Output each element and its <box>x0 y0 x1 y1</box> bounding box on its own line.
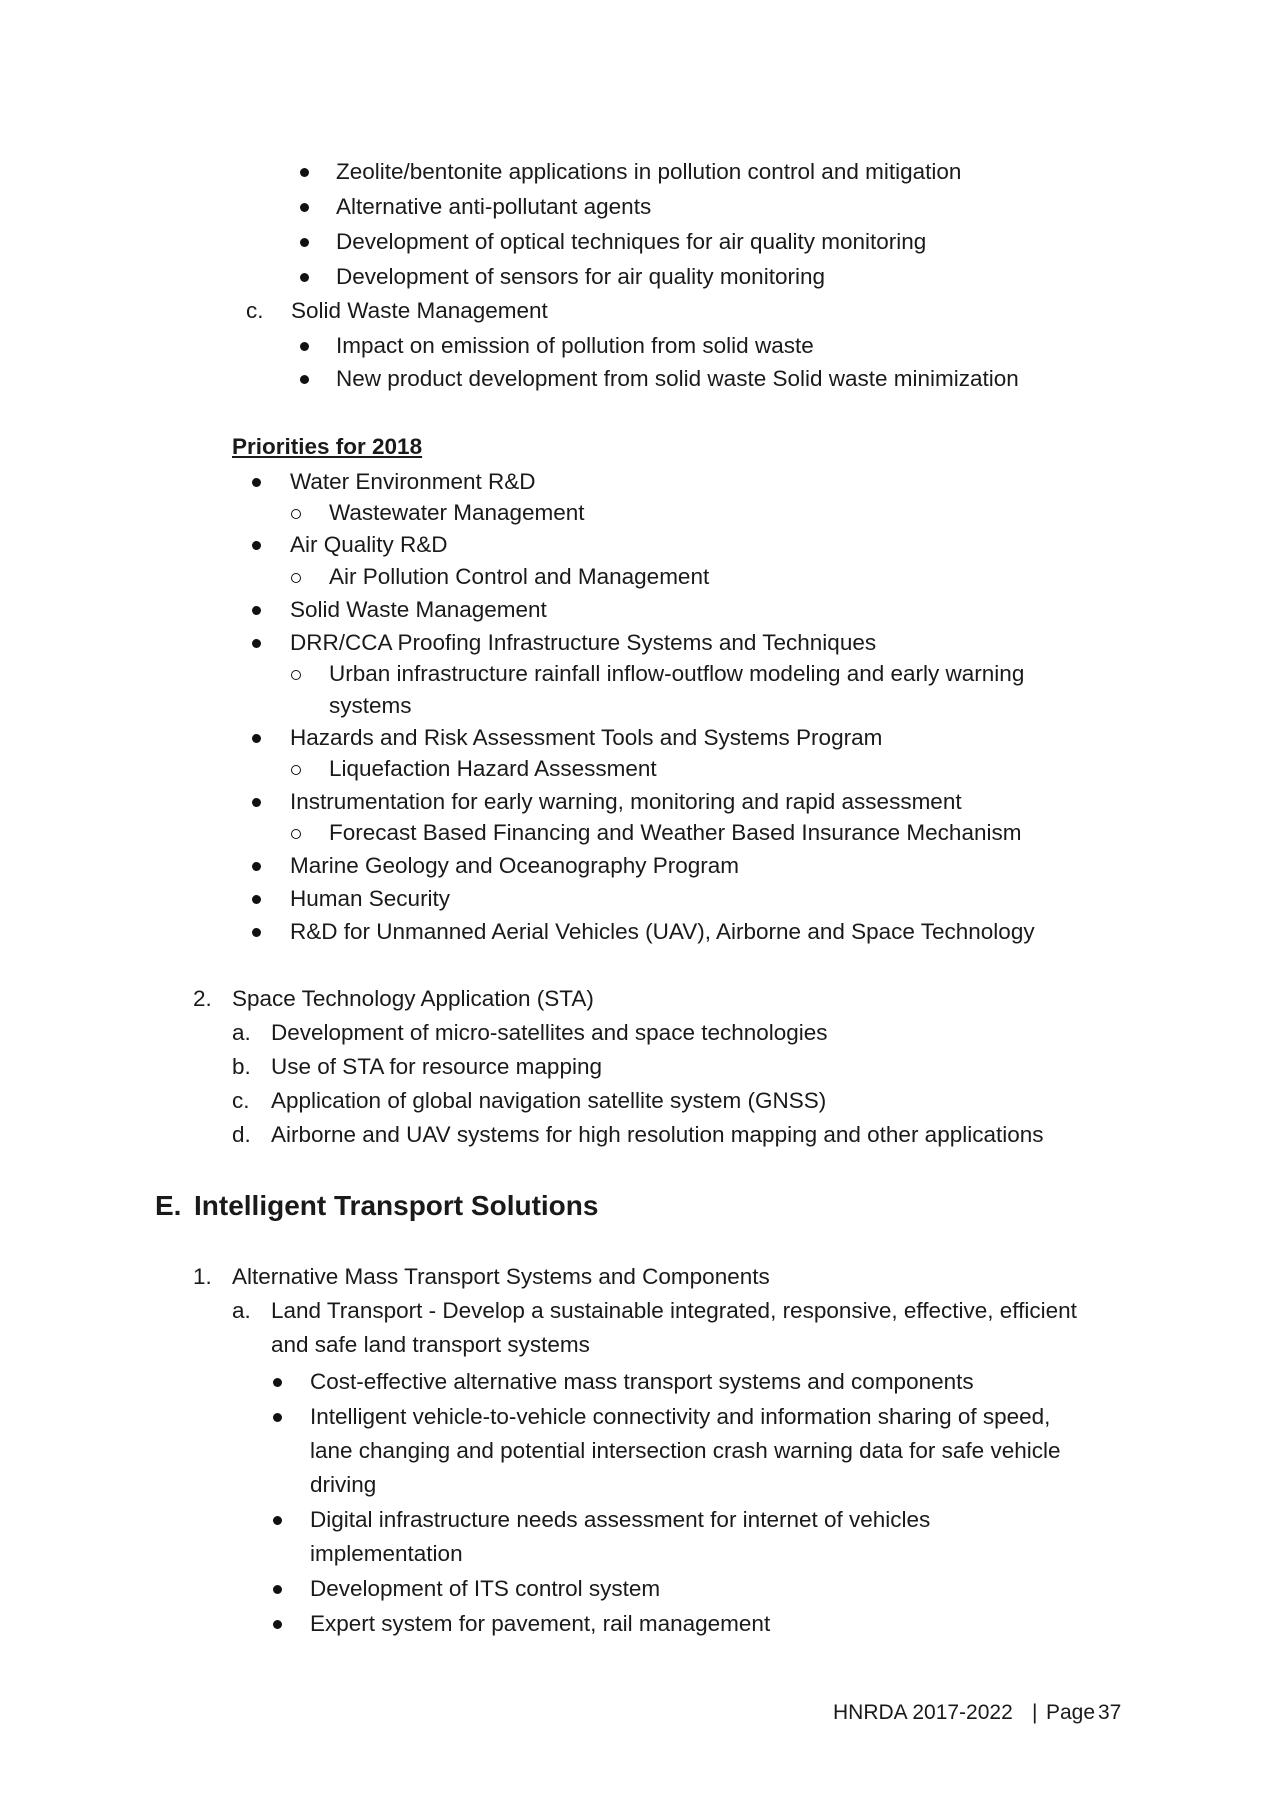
bullet-icon <box>300 203 309 212</box>
bullet-icon <box>273 1620 282 1629</box>
list-item: DRR/CCA Proofing Infrastructure Systems and Techniques <box>290 630 877 655</box>
sub-list-item: Liquefaction Hazard Assessment <box>329 756 657 781</box>
bullet-icon <box>273 1585 282 1594</box>
bullet-icon <box>300 238 309 247</box>
bullet-icon <box>300 168 309 177</box>
list-item-continued: and safe land transport systems <box>271 1332 590 1357</box>
list-item: Development of optical techniques for air quality monitoring <box>336 229 927 254</box>
priorities-heading: Priorities for 2018 <box>232 434 423 459</box>
bullet-icon <box>252 798 261 807</box>
sub-bullet-icon <box>291 573 301 583</box>
bullet-icon <box>273 1413 282 1422</box>
sub-bullet-icon <box>291 765 301 775</box>
sub-bullet-icon <box>291 670 301 680</box>
sub-list-item: Air Pollution Control and Management <box>329 564 710 589</box>
bullet-icon <box>273 1378 282 1387</box>
list-item-title: Solid Waste Management <box>291 298 548 323</box>
page-number: 37 <box>1098 1701 1122 1724</box>
list-item: Impact on emission of pollution from solid waste <box>336 333 814 358</box>
bullet-icon <box>252 606 261 615</box>
bullet-icon <box>300 375 309 384</box>
list-item: R&D for Unmanned Aerial Vehicles (UAV), Airborne and Space Technology <box>290 919 1035 944</box>
list-item: Human Security <box>290 886 451 911</box>
list-item: Development of sensors for air quality monitoring <box>336 264 825 289</box>
section-marker: E. <box>155 1190 182 1221</box>
bullet-icon <box>273 1516 282 1525</box>
sub-list-item: Forecast Based Financing and Weather Based Insurance Mechanism <box>329 820 1022 845</box>
sub-bullet-icon <box>291 829 301 839</box>
bullet-icon <box>252 639 261 648</box>
list-item: Air Quality R&D <box>290 532 448 557</box>
list-item-continued: driving <box>310 1472 377 1497</box>
list-marker: 2. <box>193 986 212 1011</box>
sub-bullet-icon <box>291 509 301 519</box>
list-item: Expert system for pavement, rail management <box>310 1611 771 1636</box>
list-item: Cost-effective alternative mass transport systems and components <box>310 1369 974 1394</box>
list-marker: b. <box>232 1054 251 1079</box>
list-item: Development of ITS control system <box>310 1576 661 1601</box>
sub-list-item-continued: systems <box>329 693 412 718</box>
bullet-icon <box>252 862 261 871</box>
list-item: Alternative anti-pollutant agents <box>336 194 652 219</box>
list-item: Development of micro-satellites and space technologies <box>271 1020 828 1045</box>
bullet-icon <box>252 734 261 743</box>
list-item: Application of global navigation satellite system (GNSS) <box>271 1088 827 1113</box>
footer-doc-title: HNRDA 2017-2022 <box>833 1701 1013 1724</box>
footer-separator: | <box>1032 1701 1038 1724</box>
list-item: Zeolite/bentonite applications in pollution control and mitigation <box>336 159 962 184</box>
list-item: Instrumentation for early warning, monitoring and rapid assessment <box>290 789 962 814</box>
list-marker: a. <box>232 1298 251 1323</box>
list-item-continued: implementation <box>310 1541 463 1566</box>
list-item: Hazards and Risk Assessment Tools and Systems Program <box>290 725 883 750</box>
list-item: Intelligent vehicle-to-vehicle connectivity and information sharing of speed, <box>310 1404 1051 1429</box>
section-title: Intelligent Transport Solutions <box>194 1190 599 1221</box>
bullet-icon <box>300 342 309 351</box>
bullet-icon <box>252 928 261 937</box>
list-item: New product development from solid waste Solid waste minimization <box>336 366 1019 391</box>
bullet-icon <box>300 273 309 282</box>
list-marker: 1. <box>193 1264 212 1289</box>
sub-list-item: Urban infrastructure rainfall inflow-outflow modeling and early warning <box>329 661 1025 686</box>
list-item-title: Alternative Mass Transport Systems and Components <box>232 1264 770 1289</box>
list-marker: a. <box>232 1020 251 1045</box>
list-item: Digital infrastructure needs assessment for internet of vehicles <box>310 1507 931 1532</box>
list-item-title: Space Technology Application (STA) <box>232 986 594 1011</box>
list-item: Use of STA for resource mapping <box>271 1054 602 1079</box>
list-item: Water Environment R&D <box>290 469 536 494</box>
list-marker: c. <box>232 1088 250 1113</box>
bullet-icon <box>252 478 261 487</box>
footer-page-label: Page <box>1046 1701 1096 1724</box>
list-item: Airborne and UAV systems for high resolution mapping and other applications <box>271 1122 1044 1147</box>
bullet-icon <box>252 541 261 550</box>
bullet-icon <box>252 895 261 904</box>
list-marker: d. <box>232 1122 251 1147</box>
list-item: Solid Waste Management <box>290 597 547 622</box>
list-marker: c. <box>246 298 264 323</box>
list-item: Marine Geology and Oceanography Program <box>290 853 740 878</box>
list-item: Land Transport - Develop a sustainable integrated, responsive, effective, efficient <box>271 1298 1077 1323</box>
sub-list-item: Wastewater Management <box>329 500 585 525</box>
list-item-continued: lane changing and potential intersection crash warning data for safe vehicle <box>310 1438 1061 1463</box>
